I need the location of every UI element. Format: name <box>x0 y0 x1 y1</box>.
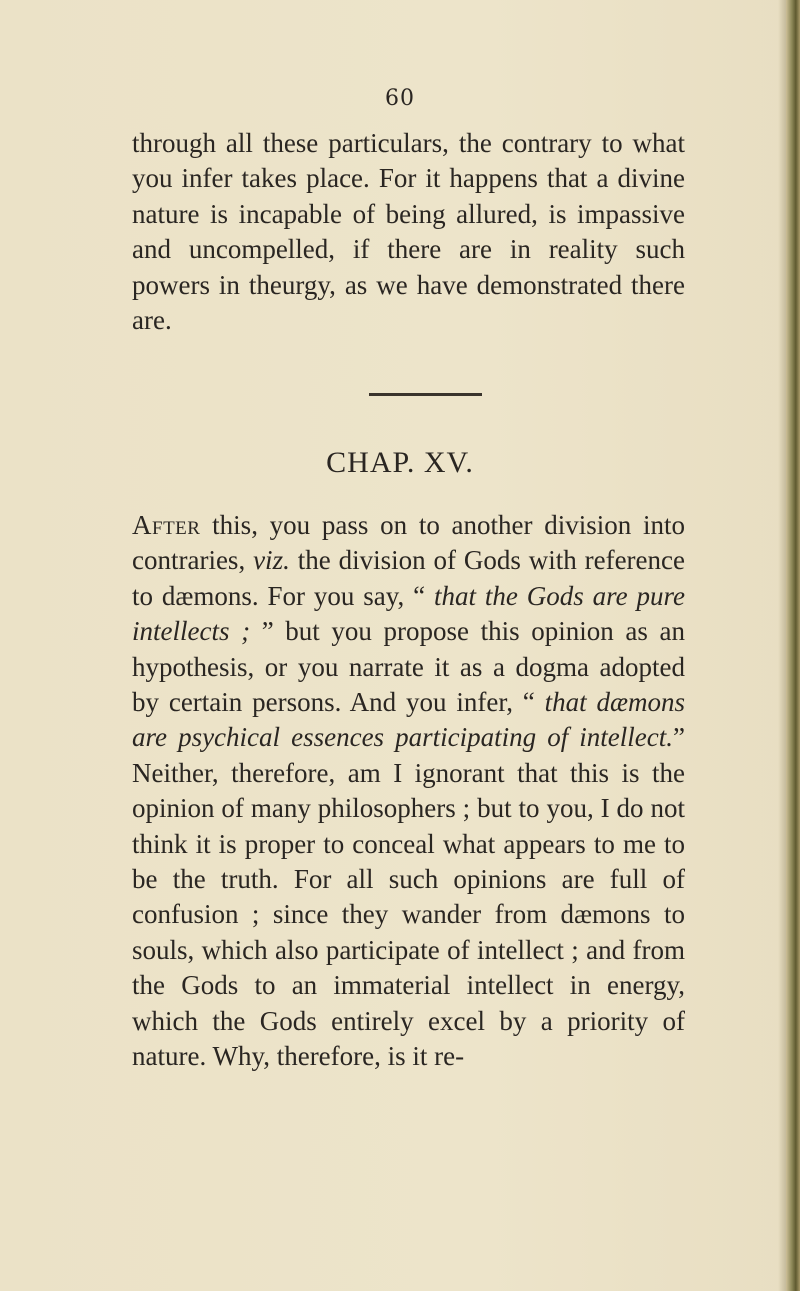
book-edge <box>786 0 800 1291</box>
italic-abbreviation: viz. <box>253 545 290 576</box>
paragraph-text: through all these particulars, the contrary to what you infer takes place. For it happens that a divine nature is incapable of being allured, is impassive and uncompelled, if there are in reality such powers in theurgy, as we have demonstrated there are. <box>132 128 685 336</box>
chapter-paragraph <box>132 508 685 1075</box>
section-divider-rule <box>369 393 482 396</box>
text-run: the division of Gods with reference to dæmons. For you say, “ <box>132 545 685 611</box>
text-run: this, you pass on to another division into contraries, <box>132 510 685 576</box>
chapter-heading: CHAP. XV. <box>326 446 474 479</box>
text-run: ” but you propose this opinion as an hypothesis, or you narrate it as a dogma adopted by certain persons. And you infer, “ <box>132 616 685 718</box>
page-gutter-shadow <box>778 0 786 1291</box>
chapter-paragraph-text <box>132 508 685 1075</box>
page-number: 60 <box>385 86 415 111</box>
text-run: ” Neither, therefore, am I ignorant that this is the opinion of many philosophers ; but to you, I do not think it is proper to conceal what appears to me to be the truth. For all such opinions are full of confusion ; since they wander from dæmons to souls, which also participate of intellect ; and from the Gods to an immaterial intellect in energy, which the Gods entirely excel by a priority of nature. Why, therefore, is it re- <box>132 722 685 1072</box>
paragraph-continuation <box>132 126 685 338</box>
italic-quotation: that dæmons are psychical essences participating of intellect. <box>132 687 685 753</box>
italic-quotation: that the Gods are pure intellects ; <box>132 580 685 647</box>
lead-word: After <box>132 510 201 540</box>
